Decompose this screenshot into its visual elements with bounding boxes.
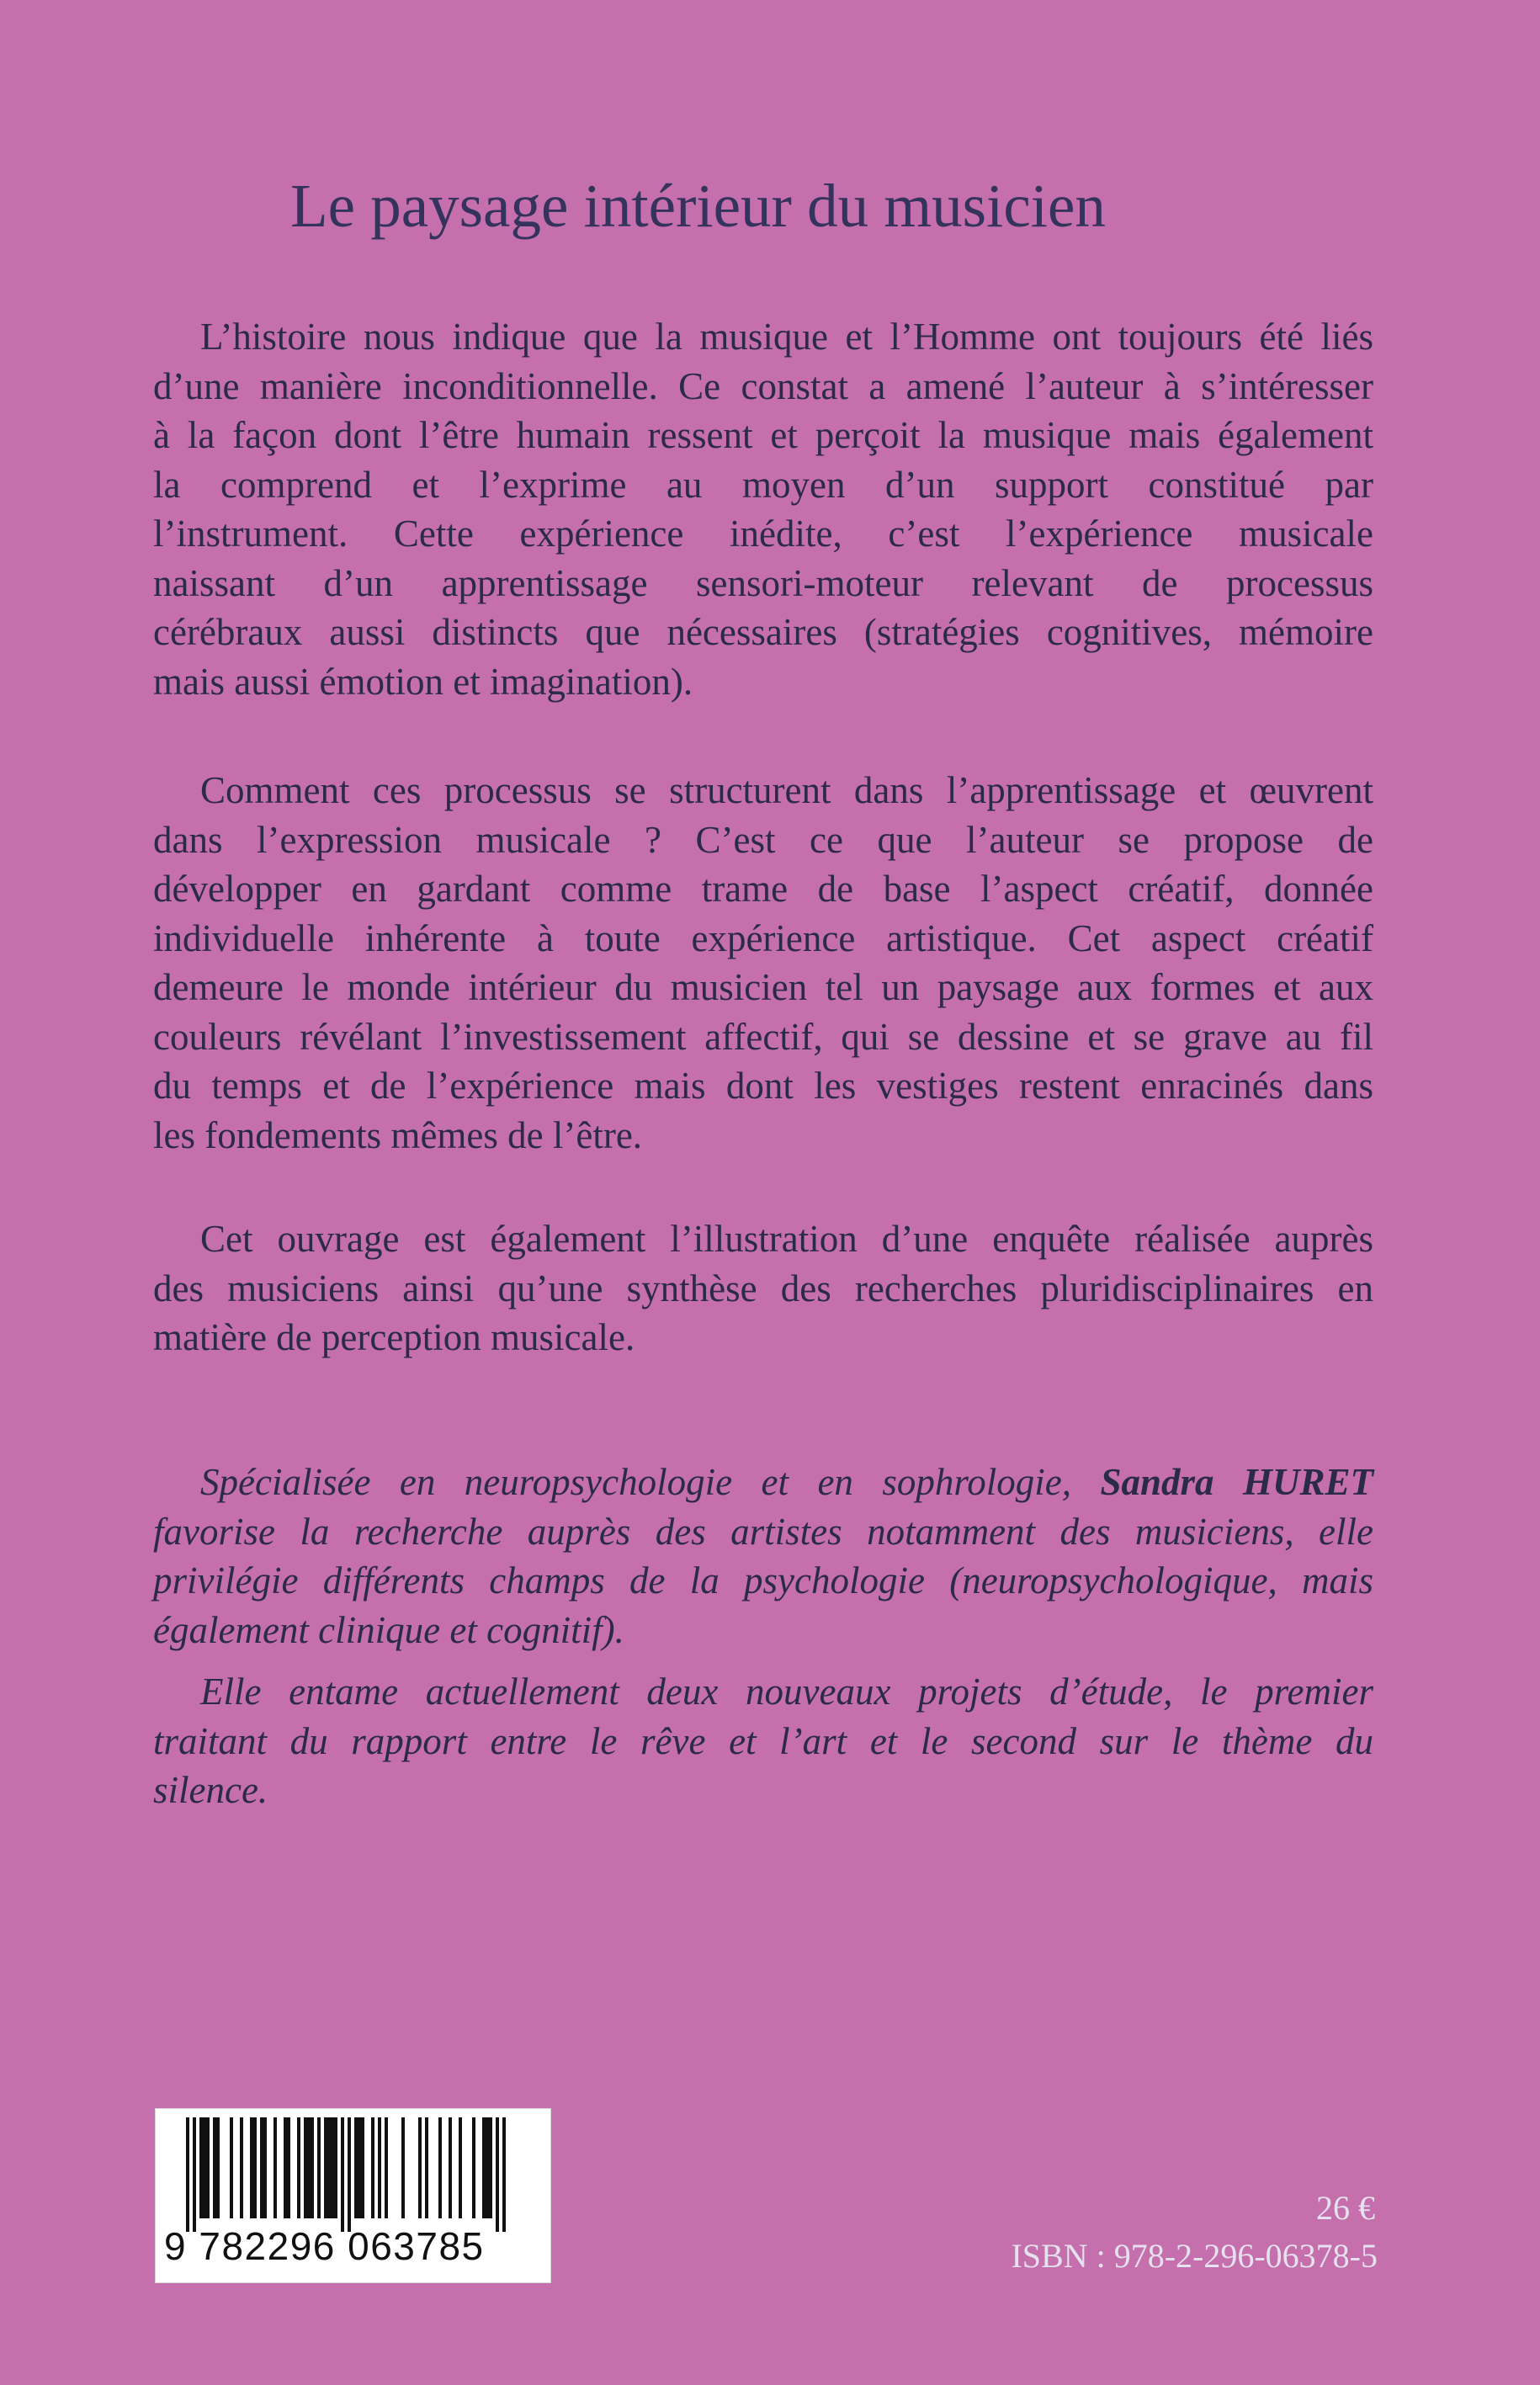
description-paragraph-3 — [153, 1214, 1373, 1362]
text-line: traitant du rapport entre le rêve et l’art et le second sur le thème du — [153, 1719, 1373, 1762]
barcode-bar — [260, 2117, 263, 2218]
barcode-bar — [304, 2117, 307, 2218]
text-line: Cet ouvrage est également l’illustration d’une enquête réalisée auprès — [200, 1218, 1373, 1260]
text-line: matière de perception musicale. — [153, 1316, 635, 1358]
text-line: favorise la recherche auprès des artistes notamment des musiciens, elle — [153, 1510, 1373, 1553]
barcode-bar — [486, 2117, 489, 2218]
barcode-bar — [361, 2117, 364, 2218]
description-paragraph-1 — [153, 312, 1373, 706]
text-line: mais aussi émotion et imagination). — [153, 660, 693, 703]
text-line: dans l’expression musicale ? C’est ce que l’auteur se propose de — [153, 818, 1373, 861]
barcode-bar — [482, 2117, 486, 2218]
barcode-bar — [331, 2117, 334, 2218]
barcode-bar — [502, 2117, 506, 2232]
text-line: demeure le monde intérieur du musicien tel un paysage aux formes et aux — [153, 966, 1373, 1008]
barcode-bar — [311, 2117, 314, 2218]
barcode-bar — [206, 2117, 210, 2218]
barcode-bar — [287, 2117, 290, 2218]
description-paragraph-2 — [153, 766, 1373, 1160]
text-line: à la façon dont l’être humain ressent et perçoit la musique mais également — [153, 414, 1373, 456]
text-line: également clinique et cognitif). — [153, 1608, 624, 1651]
barcode-bar — [307, 2117, 311, 2218]
barcode-bar — [385, 2117, 388, 2218]
text-line: individuelle inhérente à toute expérience artistique. Cet aspect créatif — [153, 916, 1373, 959]
barcode-bar — [263, 2117, 267, 2218]
barcode-bar — [378, 2117, 381, 2218]
text-line: du temps et de l’expérience mais dont les vestiges restent enracinés dans — [153, 1065, 1373, 1107]
text-line: privilégie différents champs de la psychologie (neuropsychologique, mais — [153, 1559, 1373, 1602]
barcode-bar — [297, 2117, 300, 2218]
barcode-bar — [438, 2117, 442, 2218]
text-line: L’histoire nous indique que la musique et l’Homme ont toujours été liés — [200, 316, 1373, 358]
barcode-bar — [459, 2117, 462, 2218]
bio-intro: Spécialisée en neuropsychologie et en sophrologie, — [200, 1461, 1101, 1503]
barcode-bar — [489, 2117, 492, 2218]
barcode-bar — [284, 2117, 287, 2218]
barcode-digits: 9 782296 063785 — [164, 2224, 485, 2268]
barcode-bar — [213, 2117, 216, 2218]
barcode-bar — [253, 2117, 257, 2218]
barcode-bar — [472, 2117, 475, 2218]
text-line: Elle entame actuellement deux nouveaux projets d’étude, le premier — [200, 1671, 1373, 1713]
barcode-bar — [317, 2117, 321, 2218]
text-line: Comment ces processus se structurent dans l’apprentissage et œuvrent — [200, 769, 1373, 811]
text-line: la comprend et l’exprime au moyen d’un support constitué par — [153, 463, 1373, 506]
barcode-bar — [341, 2117, 344, 2232]
text-line: silence. — [153, 1769, 268, 1811]
barcode-bar — [418, 2117, 422, 2218]
barcode-bar — [230, 2117, 233, 2218]
barcode-bar — [327, 2117, 331, 2218]
barcode-bar — [186, 2117, 189, 2232]
author-projects — [153, 1667, 1373, 1815]
text-line: couleurs révélant l’investissement affectif, qui se dessine et se grave au fil — [153, 1015, 1373, 1058]
barcode-bar — [425, 2117, 428, 2218]
text-line: naissant d’un apprentissage sensori-moteur relevant de processus — [153, 561, 1373, 604]
barcode-bar — [240, 2117, 243, 2218]
author-name: Sandra HURET — [1100, 1461, 1373, 1503]
barcode-bar — [324, 2117, 327, 2218]
barcode-bar — [193, 2117, 196, 2232]
barcode-bar — [358, 2117, 361, 2218]
barcode-bar — [203, 2117, 206, 2218]
text-line: cérébraux aussi distincts que nécessaires (stratégies cognitives, mémoire — [153, 611, 1373, 653]
barcode-bar — [371, 2117, 374, 2218]
barcode-bar — [496, 2117, 499, 2232]
author-bio — [153, 1458, 1373, 1655]
barcode-bar — [199, 2117, 203, 2218]
barcode-bar — [348, 2117, 351, 2232]
barcode-bar — [250, 2117, 253, 2218]
barcode-bar — [334, 2117, 337, 2218]
text-line: développer en gardant comme trame de base l’aspect créatif, donnée — [153, 868, 1373, 910]
page-title: Le paysage intérieur du musicien — [290, 172, 1106, 240]
barcode-bar — [216, 2117, 220, 2218]
text-line: l’instrument. Cette expérience inédite, c’est l’expérience musicale — [153, 513, 1373, 555]
barcode-bar — [401, 2117, 405, 2218]
text-line — [153, 1458, 1373, 1507]
isbn: ISBN : 978-2-296-06378-5 — [1011, 2237, 1378, 2275]
barcode-bar — [449, 2117, 452, 2218]
text-line: des musiciens ainsi qu’une synthèse des recherches pluridisciplinaires en — [153, 1267, 1373, 1309]
price: 26 € — [1316, 2189, 1375, 2227]
text-line: les fondements mêmes de l’être. — [153, 1113, 643, 1156]
barcode-bar — [273, 2117, 277, 2218]
barcode-bar — [354, 2117, 358, 2218]
barcode — [155, 2108, 551, 2283]
text-line: d’une manière inconditionnelle. Ce constat a amené l’auteur à s’intéresser — [153, 364, 1373, 407]
